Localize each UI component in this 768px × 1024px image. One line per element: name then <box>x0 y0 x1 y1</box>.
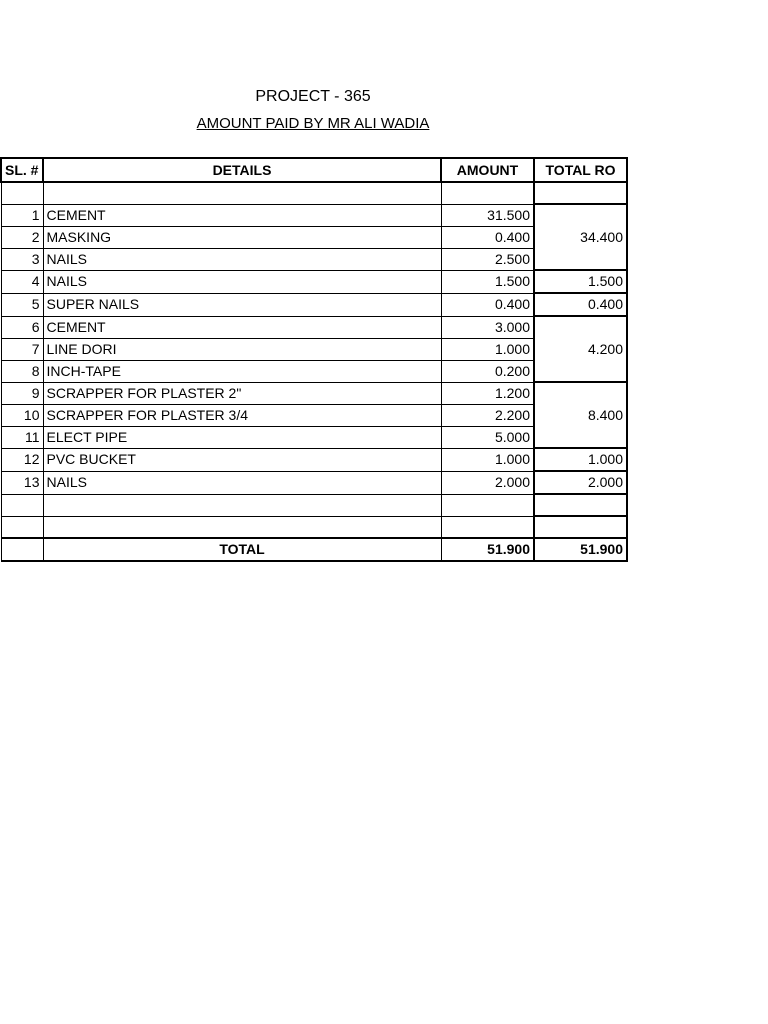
cell-sl: 1 <box>1 204 43 226</box>
cell-amount: 5.000 <box>441 426 534 448</box>
cell-amount <box>441 494 534 516</box>
table-row <box>1 448 627 471</box>
cell-details: SUPER NAILS <box>43 293 441 316</box>
cell-total-ro <box>534 516 627 538</box>
cell-details <box>43 494 441 516</box>
cell-details: NAILS <box>43 270 441 293</box>
cell-sl: 2 <box>1 226 43 248</box>
cell-amount: 0.200 <box>441 360 534 382</box>
cell-amount: 31.500 <box>441 204 534 226</box>
table-row <box>1 316 627 338</box>
cell-total-ro <box>534 494 627 516</box>
cell-sl: 12 <box>1 448 43 471</box>
cell-details: CEMENT <box>43 204 441 226</box>
table-row <box>1 338 627 360</box>
cell-group-total: 0.400 <box>534 293 627 316</box>
table-row-blank <box>1 516 627 538</box>
cell-group-total: 2.000 <box>534 471 627 494</box>
document-subtitle: AMOUNT PAID BY MR ALI WADIA <box>196 115 430 132</box>
cell-amount: 2.000 <box>441 471 534 494</box>
total-ro: 51.900 <box>534 538 627 561</box>
cell-sl: 13 <box>1 471 43 494</box>
cell-group-total: 4.200 <box>534 316 627 382</box>
table-row <box>1 360 627 382</box>
total-label: TOTAL <box>43 538 441 561</box>
cell-group-total: 34.400 <box>534 204 627 270</box>
cell-group-total: 1.500 <box>534 270 627 293</box>
cell-details: SCRAPPER FOR PLASTER 2" <box>43 382 441 404</box>
table-row <box>1 382 627 404</box>
cell-group-total: 8.400 <box>534 382 627 448</box>
cell-sl <box>1 494 43 516</box>
col-header-total-ro: TOTAL RO <box>534 158 627 182</box>
cell-amount: 0.400 <box>441 293 534 316</box>
table-row <box>1 471 627 494</box>
table-row <box>1 404 627 426</box>
cell-details <box>43 516 441 538</box>
col-header-amount: AMOUNT <box>441 158 534 182</box>
cell-sl: 3 <box>1 248 43 270</box>
cell-sl <box>1 516 43 538</box>
cell-amount <box>441 182 534 204</box>
cell-group-total: 1.000 <box>534 448 627 471</box>
cell-details: LINE DORI <box>43 338 441 360</box>
cell-sl: 5 <box>1 293 43 316</box>
col-header-details: DETAILS <box>43 158 441 182</box>
table-row <box>1 293 627 316</box>
cell-details: MASKING <box>43 226 441 248</box>
cell-sl: 4 <box>1 270 43 293</box>
cell-sl: 10 <box>1 404 43 426</box>
cell-amount: 1.500 <box>441 270 534 293</box>
table-row <box>1 226 627 248</box>
table-row <box>1 204 627 226</box>
cell-total-ro <box>534 182 627 204</box>
cell-amount: 0.400 <box>441 226 534 248</box>
cell-sl: 8 <box>1 360 43 382</box>
cell-sl: 9 <box>1 382 43 404</box>
cell-details: CEMENT <box>43 316 441 338</box>
cell-amount: 1.000 <box>441 448 534 471</box>
table-row <box>1 270 627 293</box>
cell-details: SCRAPPER FOR PLASTER 3/4 <box>43 404 441 426</box>
table-row <box>1 426 627 448</box>
cell-sl: 11 <box>1 426 43 448</box>
table-row-blank <box>1 182 627 204</box>
table-row <box>1 248 627 270</box>
cell-sl <box>1 538 43 561</box>
col-header-sl: SL. # <box>1 158 43 182</box>
table-row-blank <box>1 494 627 516</box>
cell-amount: 1.200 <box>441 382 534 404</box>
cell-details: NAILS <box>43 471 441 494</box>
cell-amount: 2.500 <box>441 248 534 270</box>
cell-details: ELECT PIPE <box>43 426 441 448</box>
cell-details: PVC BUCKET <box>43 448 441 471</box>
cell-details: NAILS <box>43 248 441 270</box>
cell-amount: 1.000 <box>441 338 534 360</box>
cell-details: INCH-TAPE <box>43 360 441 382</box>
document-title: PROJECT - 365 <box>255 88 371 105</box>
cell-sl: 6 <box>1 316 43 338</box>
cell-amount <box>441 516 534 538</box>
cell-sl <box>1 182 43 204</box>
cell-details <box>43 182 441 204</box>
payment-table <box>0 157 628 562</box>
total-amount: 51.900 <box>441 538 534 561</box>
total-row <box>1 538 627 561</box>
cell-amount: 2.200 <box>441 404 534 426</box>
cell-sl: 7 <box>1 338 43 360</box>
table-header-row <box>1 158 627 182</box>
cell-amount: 3.000 <box>441 316 534 338</box>
